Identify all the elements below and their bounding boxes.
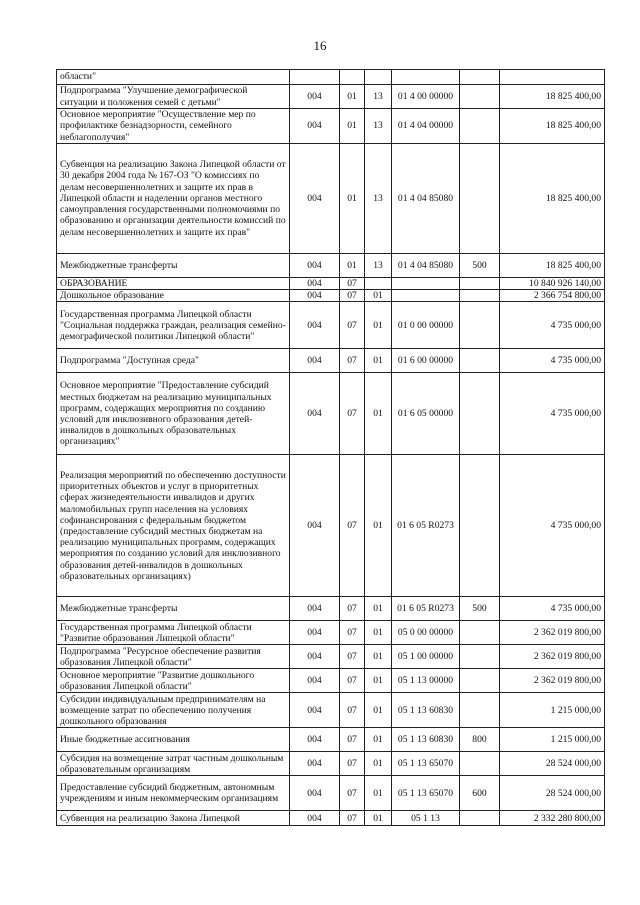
amount: 2 362 019 800,00 [500, 645, 605, 669]
subsection-code: 01 [365, 669, 392, 693]
section-code: 07 [340, 597, 365, 621]
budget-table [56, 69, 605, 826]
section-code: 07 [340, 811, 365, 826]
table-row [57, 597, 605, 621]
expense-type-code [460, 455, 500, 597]
ministry-code: 004 [290, 278, 340, 290]
expense-type-code [460, 693, 500, 728]
expense-type-code [460, 278, 500, 290]
amount: 2 366 754 800,00 [500, 290, 605, 302]
ministry-code: 004 [290, 776, 340, 811]
row-name: Основное мероприятие "Развитие дошкольного образования Липецкой области" [57, 669, 290, 693]
expense-type-code [460, 85, 500, 109]
row-name: Субсидия на возмещение затрат частным дошкольным образовательным организациям [57, 752, 290, 776]
row-name: области" [57, 70, 290, 85]
table-body [57, 70, 605, 826]
ministry-code: 004 [290, 597, 340, 621]
section-code: 07 [340, 302, 365, 349]
section-code: 07 [340, 455, 365, 597]
subsection-code: 01 [365, 811, 392, 826]
section-code: 07 [340, 621, 365, 645]
target-article-code: 01 6 05 R0273 [392, 597, 460, 621]
subsection-code: 01 [365, 290, 392, 302]
amount: 4 735 000,00 [500, 373, 605, 455]
amount: 4 735 000,00 [500, 455, 605, 597]
subsection-code [365, 70, 392, 85]
row-name: Субвенция на реализацию Закона Липецкой [57, 811, 290, 826]
ministry-code: 004 [290, 290, 340, 302]
row-name: Подпрограмма "Доступная среда" [57, 349, 290, 373]
target-article-code: 01 6 00 00000 [392, 349, 460, 373]
target-article-code: 05 1 13 65070 [392, 776, 460, 811]
ministry-code [290, 70, 340, 85]
target-article-code [392, 70, 460, 85]
amount: 1 215 000,00 [500, 693, 605, 728]
expense-type-code [460, 109, 500, 144]
row-name: Дошкольное образование [57, 290, 290, 302]
expense-type-code [460, 669, 500, 693]
amount: 1 215 000,00 [500, 728, 605, 752]
section-code: 07 [340, 776, 365, 811]
expense-type-code [460, 290, 500, 302]
target-article-code: 05 1 00 00000 [392, 645, 460, 669]
expense-type-code [460, 70, 500, 85]
amount: 2 362 019 800,00 [500, 669, 605, 693]
section-code: 07 [340, 669, 365, 693]
target-article-code: 05 0 00 00000 [392, 621, 460, 645]
row-name: Предоставление субсидий бюджетным, автономным учреждениям и иным некоммерческим организациям [57, 776, 290, 811]
amount: 4 735 000,00 [500, 349, 605, 373]
subsection-code: 01 [365, 455, 392, 597]
target-article-code: 01 4 04 85080 [392, 254, 460, 278]
amount: 28 524 000,00 [500, 752, 605, 776]
target-article-code: 01 4 00 00000 [392, 85, 460, 109]
section-code: 01 [340, 144, 365, 254]
subsection-code [365, 278, 392, 290]
table-row [57, 290, 605, 302]
expense-type-code [460, 645, 500, 669]
table-row [57, 70, 605, 85]
ministry-code: 004 [290, 85, 340, 109]
expense-type-code: 800 [460, 728, 500, 752]
table-row [57, 811, 605, 826]
section-code: 01 [340, 109, 365, 144]
ministry-code: 004 [290, 302, 340, 349]
amount: 10 840 926 140,00 [500, 278, 605, 290]
section-code: 01 [340, 85, 365, 109]
row-name: Государственная программа Липецкой области "Развитие образования Липецкой области" [57, 621, 290, 645]
table-row [57, 349, 605, 373]
ministry-code: 004 [290, 693, 340, 728]
ministry-code: 004 [290, 728, 340, 752]
row-name: Межбюджетные трансферты [57, 254, 290, 278]
section-code: 07 [340, 752, 365, 776]
ministry-code: 004 [290, 144, 340, 254]
target-article-code: 05 1 13 65070 [392, 752, 460, 776]
subsection-code: 13 [365, 85, 392, 109]
target-article-code: 05 1 13 00000 [392, 669, 460, 693]
expense-type-code [460, 373, 500, 455]
subsection-code: 13 [365, 109, 392, 144]
row-name: Иные бюджетные ассигнования [57, 728, 290, 752]
row-name: Субсидии индивидуальным предпринимателям на возмещение затрат по обеспечению получения дошкольного образования [57, 693, 290, 728]
expense-type-code [460, 621, 500, 645]
section-code: 07 [340, 278, 365, 290]
row-name: Подпрограмма "Улучшение демографической ситуации и положения семей с детьми" [57, 85, 290, 109]
section-code: 07 [340, 290, 365, 302]
subsection-code: 01 [365, 597, 392, 621]
expense-type-code: 600 [460, 776, 500, 811]
row-name: Субвенция на реализацию Закона Липецкой области от 30 декабря 2004 года № 167-ОЗ "О комиссиях по делам несовершеннолетних и защите их прав в Липецкой области и наделении органов местного самоуправления государственными полномочиями по образованию и организации деятельности комиссий по делам несовершеннолетних и защите их прав" [57, 144, 290, 254]
target-article-code: 01 4 04 85080 [392, 144, 460, 254]
table-row [57, 693, 605, 728]
table-row [57, 144, 605, 254]
table-row [57, 455, 605, 597]
amount: 28 524 000,00 [500, 776, 605, 811]
table-row [57, 645, 605, 669]
table-row [57, 752, 605, 776]
target-article-code: 01 6 05 00000 [392, 373, 460, 455]
section-code: 07 [340, 693, 365, 728]
target-article-code: 01 6 05 R0273 [392, 455, 460, 597]
target-article-code [392, 278, 460, 290]
expense-type-code [460, 811, 500, 826]
row-name: Основное мероприятие "Предоставление субсидий местных бюджетам на реализацию муниципальных программ, содержащих мероприятия по созданию условий для инклюзивного образования детей-инвалидов в дошкольных образовательных организациях" [57, 373, 290, 455]
expense-type-code: 500 [460, 254, 500, 278]
ministry-code: 004 [290, 254, 340, 278]
ministry-code: 004 [290, 455, 340, 597]
table-row [57, 776, 605, 811]
ministry-code: 004 [290, 373, 340, 455]
section-code: 07 [340, 728, 365, 752]
table-row [57, 621, 605, 645]
row-name: Подпрограмма "Ресурсное обеспечение развития образования Липецкой области" [57, 645, 290, 669]
amount: 18 825 400,00 [500, 254, 605, 278]
subsection-code: 13 [365, 144, 392, 254]
subsection-code: 01 [365, 621, 392, 645]
ministry-code: 004 [290, 109, 340, 144]
target-article-code: 05 1 13 [392, 811, 460, 826]
target-article-code [392, 290, 460, 302]
table-row [57, 85, 605, 109]
subsection-code: 13 [365, 254, 392, 278]
ministry-code: 004 [290, 752, 340, 776]
row-name: Реализация мероприятий по обеспечению доступности приоритетных объектов и услуг в приоритетных сферах жизнедеятельности инвалидов и других маломобильных групп населения на условиях софинансирования с федеральным бюджетом (предоставление субсидий местных бюджетам на реализацию муниципальных программ, содержащих мероприятия по созданию условий для инклюзивного образования детей-инвалидов в дошкольных образовательных организациях) [57, 455, 290, 597]
row-name: ОБРАЗОВАНИЕ [57, 278, 290, 290]
expense-type-code: 500 [460, 597, 500, 621]
amount: 2 362 019 800,00 [500, 621, 605, 645]
target-article-code: 01 0 00 00000 [392, 302, 460, 349]
table-row [57, 109, 605, 144]
row-name: Государственная программа Липецкой области "Социальная поддержка граждан, реализация семейно-демографической политики Липецкой области" [57, 302, 290, 349]
section-code: 01 [340, 254, 365, 278]
subsection-code: 01 [365, 776, 392, 811]
amount: 18 825 400,00 [500, 109, 605, 144]
section-code [340, 70, 365, 85]
target-article-code: 01 4 04 00000 [392, 109, 460, 144]
subsection-code: 01 [365, 373, 392, 455]
subsection-code: 01 [365, 645, 392, 669]
table-row [57, 278, 605, 290]
expense-type-code [460, 349, 500, 373]
ministry-code: 004 [290, 811, 340, 826]
section-code: 07 [340, 349, 365, 373]
row-name: Основное мероприятие "Осуществление мер по профилактике безнадзорности, семейного неблагополучия" [57, 109, 290, 144]
subsection-code: 01 [365, 693, 392, 728]
ministry-code: 004 [290, 645, 340, 669]
expense-type-code [460, 302, 500, 349]
subsection-code: 01 [365, 302, 392, 349]
table-row [57, 302, 605, 349]
subsection-code: 01 [365, 728, 392, 752]
page-number: 16 [313, 38, 327, 53]
expense-type-code [460, 752, 500, 776]
row-name: Межбюджетные трансферты [57, 597, 290, 621]
target-article-code: 05 1 13 60830 [392, 693, 460, 728]
table-row [57, 669, 605, 693]
section-code: 07 [340, 645, 365, 669]
subsection-code: 01 [365, 752, 392, 776]
subsection-code: 01 [365, 349, 392, 373]
ministry-code: 004 [290, 669, 340, 693]
amount [500, 70, 605, 85]
amount: 18 825 400,00 [500, 85, 605, 109]
amount: 2 332 280 800,00 [500, 811, 605, 826]
expense-type-code [460, 144, 500, 254]
ministry-code: 004 [290, 349, 340, 373]
target-article-code: 05 1 13 60830 [392, 728, 460, 752]
ministry-code: 004 [290, 621, 340, 645]
table-row [57, 728, 605, 752]
section-code: 07 [340, 373, 365, 455]
table-row [57, 254, 605, 278]
amount: 4 735 000,00 [500, 597, 605, 621]
amount: 18 825 400,00 [500, 144, 605, 254]
amount: 4 735 000,00 [500, 302, 605, 349]
table-row [57, 373, 605, 455]
